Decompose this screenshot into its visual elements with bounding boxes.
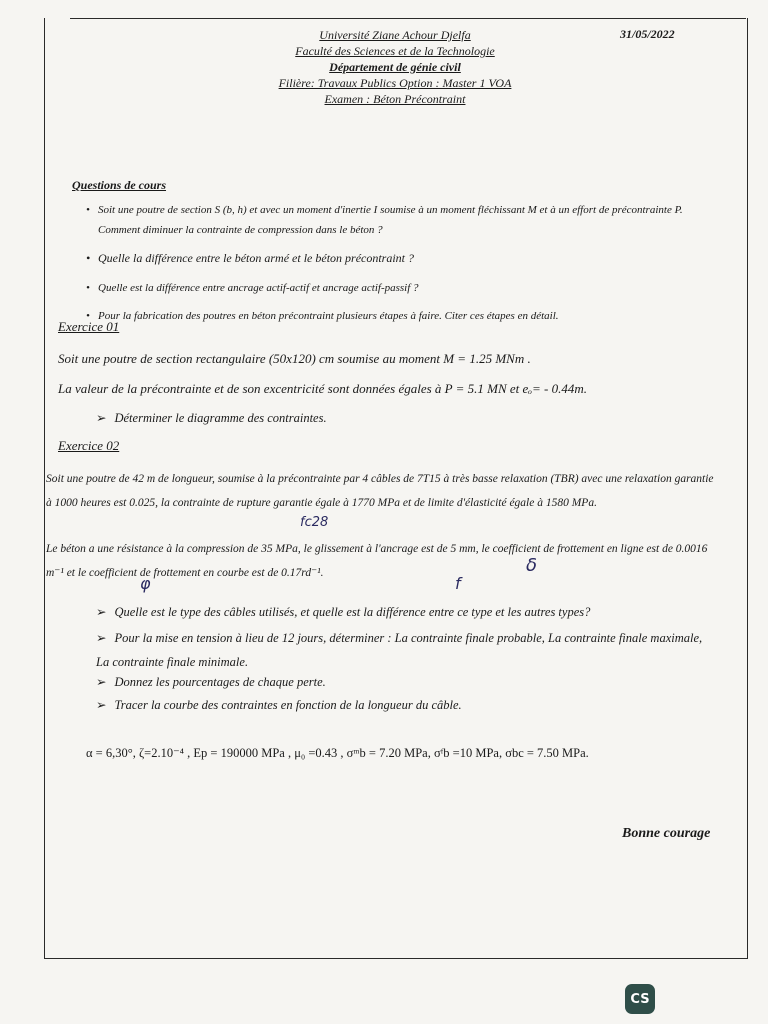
arrow-icon: ➢ — [96, 411, 107, 425]
handwritten-f: f — [455, 574, 461, 593]
program-name: Filière: Travaux Publics Option : Master 1 VOA — [278, 76, 512, 90]
exercise2-task — [96, 697, 462, 713]
handwritten-fc28: fc28 — [300, 515, 329, 530]
exercise1-title: Exercice 01 — [58, 319, 120, 334]
task-text: Donnez les pourcentages de chaque perte. — [114, 675, 326, 689]
arrow-icon: ➢ — [96, 675, 107, 689]
faculty-name: Faculté des Sciences et de la Technologie — [295, 44, 495, 58]
question-text: Quelle est la différence entre ancrage actif-actif et ancrage actif-passif ? — [98, 282, 419, 294]
bullet-icon: • — [86, 310, 90, 322]
question-text: Soit une poutre de section S (b, h) et avec un moment d'inertie I soumise à un moment fléchissant M et à un effort de précontrainte P. Comment diminuer la contrainte de compression dans le béton ? — [98, 204, 683, 236]
exercise1-statement: Soit une poutre de section rectangulaire (50x120) cm soumise au moment M = 1.25 MNm . — [58, 351, 531, 366]
exam-title: Examen : Béton Précontraint — [324, 92, 466, 106]
exercise1-data: La valeur de la précontrainte et de son excentricité sont données égales à P = 5.1 MN et eₒ= - 0.44m. — [58, 381, 587, 396]
handwritten-delta: δ — [526, 555, 538, 576]
camscanner-logo: CS — [625, 984, 655, 1014]
question-text: Quelle la différence entre le béton armé et le béton précontraint ? — [98, 251, 415, 265]
exercise2-task — [96, 626, 716, 674]
arrow-icon: ➢ — [96, 605, 107, 619]
question-item — [86, 306, 706, 326]
exercise1-task — [96, 410, 327, 426]
university-name: Université Ziane Achour Djelfa — [319, 28, 471, 42]
question-item — [86, 200, 706, 240]
task-text: Pour la mise en tension à lieu de 12 jours, déterminer : La contrainte finale probable, La contrainte finale maximale, La contrainte finale minimale. — [96, 631, 703, 669]
question-text: Pour la fabrication des poutres en béton précontraint plusieurs étapes à faire. Citer ces étapes en détail. — [98, 310, 559, 322]
task-text: Déterminer le diagramme des contraintes. — [114, 411, 327, 425]
exercise2-task — [96, 674, 326, 690]
exam-date: 31/05/2022 — [620, 27, 675, 41]
task-text: Tracer la courbe des contraintes en fonction de la longueur du câble. — [114, 698, 462, 712]
header — [200, 27, 590, 107]
exercise2-task — [96, 604, 716, 620]
questions-list — [86, 200, 706, 334]
task-text: Quelle est le type des câbles utilisés, et quelle est la différence entre ce type et les autres types? — [114, 605, 591, 619]
closing-text: Bonne courage — [622, 826, 711, 841]
question-item — [86, 248, 706, 268]
questions-title: Questions de cours — [72, 178, 167, 192]
exercise2-data: Le béton a une résistance à la compression de 35 MPa, le glissement à l'ancrage est de 5 mm, le coefficient de frottement en ligne est de 0.0016 m⁻¹ et le coefficient de frottement en courbe est de 0.17rd⁻¹. — [46, 543, 708, 579]
question-item — [86, 278, 706, 298]
arrow-icon: ➢ — [96, 631, 107, 645]
department-name: Département de génie civil — [329, 60, 461, 74]
bullet-icon: • — [86, 282, 90, 294]
exercise2-statement: Soit une poutre de 42 m de longueur, soumise à la précontrainte par 4 câbles de 7T15 à très basse relaxation (TBR) avec une relaxation garantie à 1000 heures est 0.025, la contrainte de rupture garantie égale à 1770 MPa et de limite d'élasticité égale à 1580 MPa. — [46, 473, 714, 509]
handwritten-phi: φ — [140, 574, 151, 593]
exercise2-constants: α = 6,30°, ζ=2.10⁻⁴ , Ep = 190000 MPa , μ₀ =0.43 , σᵐb = 7.20 MPa, σᶠb =10 MPa, σbc = 7.50 MPa. — [86, 746, 589, 760]
page-border-top — [70, 18, 746, 19]
bullet-icon: • — [86, 204, 90, 216]
arrow-icon: ➢ — [96, 698, 107, 712]
bullet-icon: • — [86, 251, 91, 265]
exercise2-title: Exercice 02 — [58, 438, 120, 453]
